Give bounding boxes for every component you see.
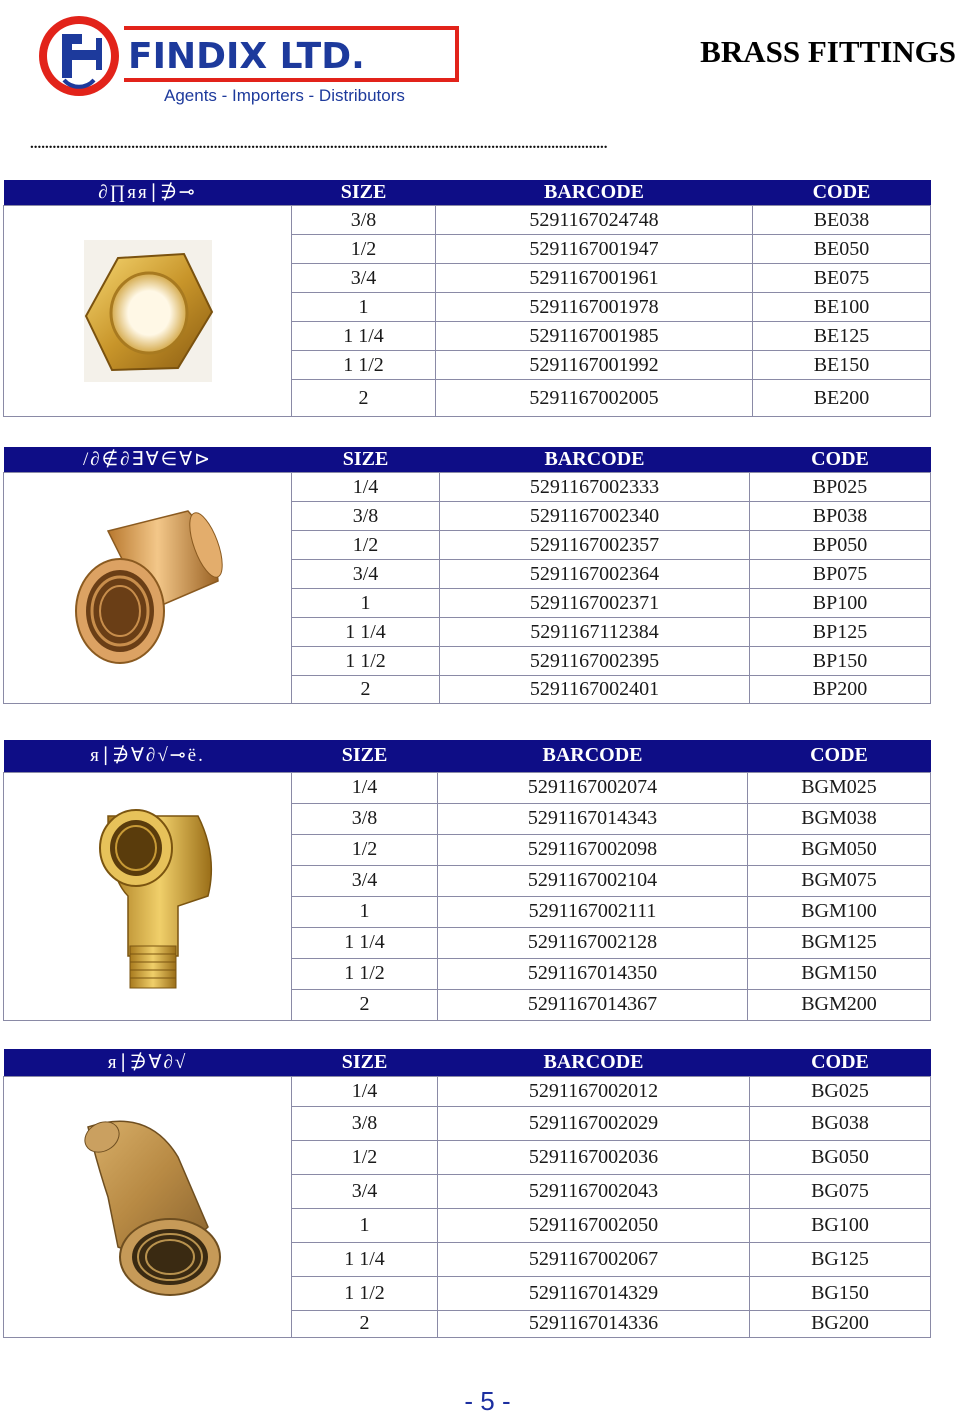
barcode-cell: 5291167002340 [440, 502, 750, 531]
barcode-cell: 5291167002364 [440, 560, 750, 589]
table-row [4, 206, 931, 235]
code-cell: BGM150 [748, 958, 931, 989]
code-header: CODE [750, 447, 931, 473]
size-cell: 1/4 [292, 772, 438, 803]
size-cell: 1 1/2 [292, 958, 438, 989]
code-cell: BGM100 [748, 896, 931, 927]
section-name: я∣∌∀∂√ [4, 1049, 292, 1076]
barcode-cell: 5291167014343 [438, 803, 748, 834]
barcode-cell: 5291167014329 [438, 1276, 750, 1310]
barcode-cell: 5291167002333 [440, 473, 750, 502]
barcode-cell: 5291167002098 [438, 834, 748, 865]
section-name: /∂∉∂∃∀∈∀⊳ [4, 447, 292, 473]
table-header-row [4, 1049, 931, 1076]
size-cell: 1/2 [292, 531, 440, 560]
size-cell: 1 1/4 [292, 618, 440, 647]
code-cell: BGM050 [748, 834, 931, 865]
code-cell: BP075 [750, 560, 931, 589]
code-cell: BP100 [750, 589, 931, 618]
barcode-cell: 5291167002074 [438, 772, 748, 803]
code-cell: BGM025 [748, 772, 931, 803]
barcode-cell: 5291167002029 [438, 1106, 750, 1140]
barcode-cell: 5291167002050 [438, 1208, 750, 1242]
table-row [4, 1076, 931, 1106]
code-cell: BGM038 [748, 803, 931, 834]
size-cell: 1 1/4 [292, 1242, 438, 1276]
barcode-cell: 5291167001985 [436, 322, 753, 351]
code-cell: BG025 [750, 1076, 931, 1106]
size-cell: 3/4 [292, 1174, 438, 1208]
barcode-cell: 5291167002104 [438, 865, 748, 896]
code-header: CODE [750, 1049, 931, 1076]
barcode-cell: 5291167002371 [440, 589, 750, 618]
size-cell: 3/4 [292, 264, 436, 293]
code-cell: BGM200 [748, 989, 931, 1020]
barcode-cell: 5291167002005 [436, 380, 753, 417]
size-header: SIZE [292, 740, 438, 772]
barcode-cell: 5291167001947 [436, 235, 753, 264]
barcode-header: BARCODE [440, 447, 750, 473]
size-header: SIZE [292, 447, 440, 473]
product-image-cell [4, 772, 292, 1020]
code-cell: BGM075 [748, 865, 931, 896]
size-cell: 2 [292, 380, 436, 417]
barcode-header: BARCODE [438, 740, 748, 772]
code-cell: BG075 [750, 1174, 931, 1208]
size-cell: 3/4 [292, 560, 440, 589]
size-header: SIZE [292, 1049, 438, 1076]
product-table-male-female-elbow [3, 740, 931, 1021]
product-table-socket [3, 447, 931, 704]
code-header: CODE [753, 180, 931, 206]
brand-name: FINDIX LTD. [128, 36, 365, 77]
size-cell: 2 [292, 989, 438, 1020]
size-cell: 1 [292, 589, 440, 618]
table-header-row [4, 740, 931, 772]
page-title: BRASS FITTINGS [700, 34, 956, 69]
findix-logo [24, 10, 494, 110]
male-female-elbow-icon [68, 796, 228, 996]
size-cell: 1 1/4 [292, 927, 438, 958]
size-header: SIZE [292, 180, 436, 206]
barcode-cell: 5291167002036 [438, 1140, 750, 1174]
barcode-cell: 5291167002395 [440, 647, 750, 676]
code-cell: BGM125 [748, 927, 931, 958]
size-cell: 3/8 [292, 1106, 438, 1140]
code-cell: BE075 [753, 264, 931, 293]
barcode-cell: 5291167014350 [438, 958, 748, 989]
barcode-cell: 5291167002401 [440, 676, 750, 704]
code-cell: BP025 [750, 473, 931, 502]
product-table-elbow [3, 1049, 931, 1338]
barcode-cell: 5291167002043 [438, 1174, 750, 1208]
barcode-cell: 5291167002111 [438, 896, 748, 927]
code-cell: BE050 [753, 235, 931, 264]
size-cell: 2 [292, 676, 440, 704]
code-cell: BP150 [750, 647, 931, 676]
size-cell: 1 1/2 [292, 1276, 438, 1310]
size-cell: 1 [292, 896, 438, 927]
size-cell: 2 [292, 1310, 438, 1337]
product-image-cell [4, 1076, 292, 1337]
barcode-cell: 5291167024748 [436, 206, 753, 235]
product-table-locknut [3, 180, 931, 417]
size-cell: 3/4 [292, 865, 438, 896]
size-cell: 1/2 [292, 1140, 438, 1174]
elbow-icon [58, 1097, 238, 1317]
size-cell: 1/4 [292, 1076, 438, 1106]
section-name: ∂∏яя∣∌⊸ [4, 180, 292, 206]
barcode-cell: 5291167002067 [438, 1242, 750, 1276]
page-number: - 5 - [464, 1386, 511, 1416]
code-cell: BE100 [753, 293, 931, 322]
hex-nut-icon [78, 236, 218, 386]
code-cell: BG150 [750, 1276, 931, 1310]
barcode-cell: 5291167001992 [436, 351, 753, 380]
code-cell: BP050 [750, 531, 931, 560]
size-cell: 3/8 [292, 206, 436, 235]
barcode-cell: 5291167002128 [438, 927, 748, 958]
section-name: я∣∌∀∂√⊸ë. [4, 740, 292, 772]
product-image-cell [4, 206, 292, 417]
code-cell: BP125 [750, 618, 931, 647]
table-row [4, 473, 931, 502]
table-row [4, 772, 931, 803]
barcode-cell: 5291167002012 [438, 1076, 750, 1106]
code-cell: BG038 [750, 1106, 931, 1140]
code-cell: BG050 [750, 1140, 931, 1174]
brand-tagline: Agents - Importers - Distributors [164, 86, 405, 105]
size-cell: 1/4 [292, 473, 440, 502]
barcode-cell: 5291167001978 [436, 293, 753, 322]
socket-coupling-icon [68, 501, 228, 676]
code-cell: BE038 [753, 206, 931, 235]
code-cell: BE200 [753, 380, 931, 417]
barcode-header: BARCODE [436, 180, 753, 206]
barcode-cell: 5291167014336 [438, 1310, 750, 1337]
size-cell: 1/2 [292, 235, 436, 264]
code-cell: BE125 [753, 322, 931, 351]
findix-logo-icon [24, 10, 494, 110]
table-header-row [4, 180, 931, 206]
code-cell: BP200 [750, 676, 931, 704]
barcode-cell: 5291167112384 [440, 618, 750, 647]
size-cell: 3/8 [292, 803, 438, 834]
code-header: CODE [748, 740, 931, 772]
code-cell: BP038 [750, 502, 931, 531]
size-cell: 1 1/2 [292, 351, 436, 380]
table-header-row [4, 447, 931, 473]
code-cell: BG200 [750, 1310, 931, 1337]
size-cell: 1 [292, 293, 436, 322]
barcode-cell: 5291167014367 [438, 989, 748, 1020]
barcode-cell: 5291167002357 [440, 531, 750, 560]
barcode-header: BARCODE [438, 1049, 750, 1076]
size-cell: 1 1/2 [292, 647, 440, 676]
product-image-cell [4, 473, 292, 704]
code-cell: BG125 [750, 1242, 931, 1276]
size-cell: 1/2 [292, 834, 438, 865]
code-cell: BG100 [750, 1208, 931, 1242]
size-cell: 1 [292, 1208, 438, 1242]
dotted-divider: .......................................................................................................................................................... [30, 138, 608, 150]
code-cell: BE150 [753, 351, 931, 380]
size-cell: 3/8 [292, 502, 440, 531]
size-cell: 1 1/4 [292, 322, 436, 351]
barcode-cell: 5291167001961 [436, 264, 753, 293]
